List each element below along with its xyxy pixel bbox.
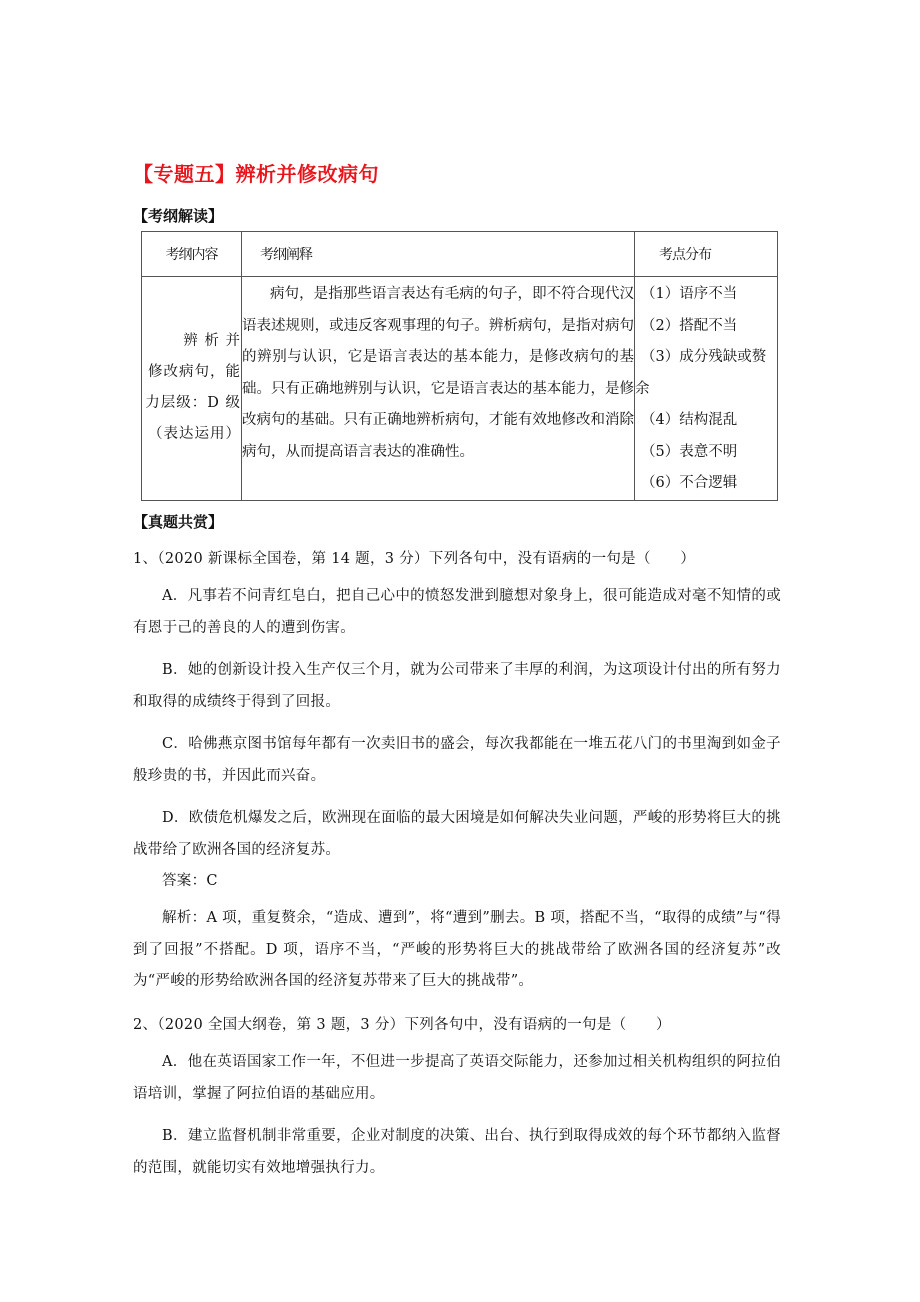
distribution-item: （4）结构混乱 bbox=[641, 412, 738, 428]
explanation-text: 病句，是指那些语言表达有毛病的句子，即不符合现代汉语表述规则，或违反客观事理的句子。辨析病句，是指对病句的辨别与认识，它是语言表达的基本能力，是修改病句的基础。只有正确地辨别与认识，它是语言表达的基本能力，是修改病句的基础。只有正确地辨析病句，才能有效地修改和消除病句，从而提高语言表达的准确性。 bbox=[242, 286, 634, 460]
document-title: 【专题五】辨析并修改病句 bbox=[133, 162, 379, 186]
table-row bbox=[142, 277, 778, 501]
distribution-item: （5）表意不明 bbox=[641, 443, 738, 460]
distribution-item: （3）成分残缺或赘 bbox=[641, 349, 767, 365]
question-1-analysis: 解析：A 项，重复赘余，“造成、遭到”，将“遭到”删去。B 项，搭配不当，“取得的成绩”与“得到了回报”不搭配。D 项，语序不当，“严峻的形势将巨大的挑战带给了欧洲各国的经济复苏”改为“严峻的形势给欧洲各国的经济复苏带来了巨大的挑战带”。 bbox=[133, 910, 781, 989]
distribution-item: （1）语序不当 bbox=[641, 286, 738, 302]
distribution-item: （2）搭配不当 bbox=[641, 317, 738, 334]
syllabus-table bbox=[141, 231, 778, 501]
question-1-option-a: A．凡事若不问青红皂白，把自己心中的愤怒发泄到臆想对象身上，很可能造成对毫不知情的或有恩于己的善良的人的遭到伤害。 bbox=[133, 588, 781, 636]
question-1-option-d: D．欧债危机爆发之后，欧洲现在面临的最大困境是如何解决失业问题，严峻的形势将巨大的挑战带给了欧洲各国的经济复苏。 bbox=[133, 810, 781, 858]
question-2-stem: 2、（2020 全国大纲卷，第 3 题，3 分）下列各句中，没有语病的一句是（ ） bbox=[133, 1017, 671, 1033]
content-line: 力层级：D 级 bbox=[145, 395, 241, 412]
explanation-cell bbox=[242, 277, 635, 501]
question-1-option-b: B．她的创新设计投入生产仅三个月，就为公司带来了丰厚的利润，为这项设计付出的所有努力和取得的成绩终于得到了回报。 bbox=[133, 662, 781, 710]
header-distribution: 考点分布 bbox=[635, 232, 778, 277]
content-line: 辨 析 并 bbox=[183, 333, 241, 350]
header-explanation: 考纲阐释 bbox=[242, 232, 635, 277]
table-header-row bbox=[142, 232, 778, 277]
examples-heading: 【真题共赏】 bbox=[133, 513, 224, 531]
question-1-stem: 1、（2020 新课标全国卷，第 14 题，3 分）下列各句中，没有语病的一句是（ ） bbox=[133, 551, 696, 567]
syllabus-heading: 【考纲解读】 bbox=[133, 207, 224, 225]
distribution-cell bbox=[635, 277, 778, 501]
content-line: 修改病句，能 bbox=[148, 364, 241, 381]
content-cell bbox=[142, 277, 242, 501]
header-content: 考纲内容 bbox=[142, 232, 242, 277]
content-line: （表达运用） bbox=[148, 426, 241, 443]
question-2-option-b: B．建立监督机制非常重要，企业对制度的决策、出台、执行到取得成效的每个环节都纳入监督的范围，就能切实有效地增强执行力。 bbox=[133, 1128, 781, 1176]
distribution-item: （6）不合逻辑 bbox=[641, 475, 738, 491]
question-1-answer: 答案：C bbox=[162, 873, 218, 889]
distribution-item-continued: 余 bbox=[635, 380, 650, 397]
question-1-option-c: C．哈佛燕京图书馆每年都有一次卖旧书的盛会，每次我都能在一堆五花八门的书里淘到如金子般珍贵的书，并因此而兴奋。 bbox=[133, 736, 781, 784]
question-2-option-a: A．他在英语国家工作一年，不但进一步提高了英语交际能力，还参加过相关机构组织的阿拉伯语培训，掌握了阿拉伯语的基础应用。 bbox=[133, 1054, 781, 1102]
